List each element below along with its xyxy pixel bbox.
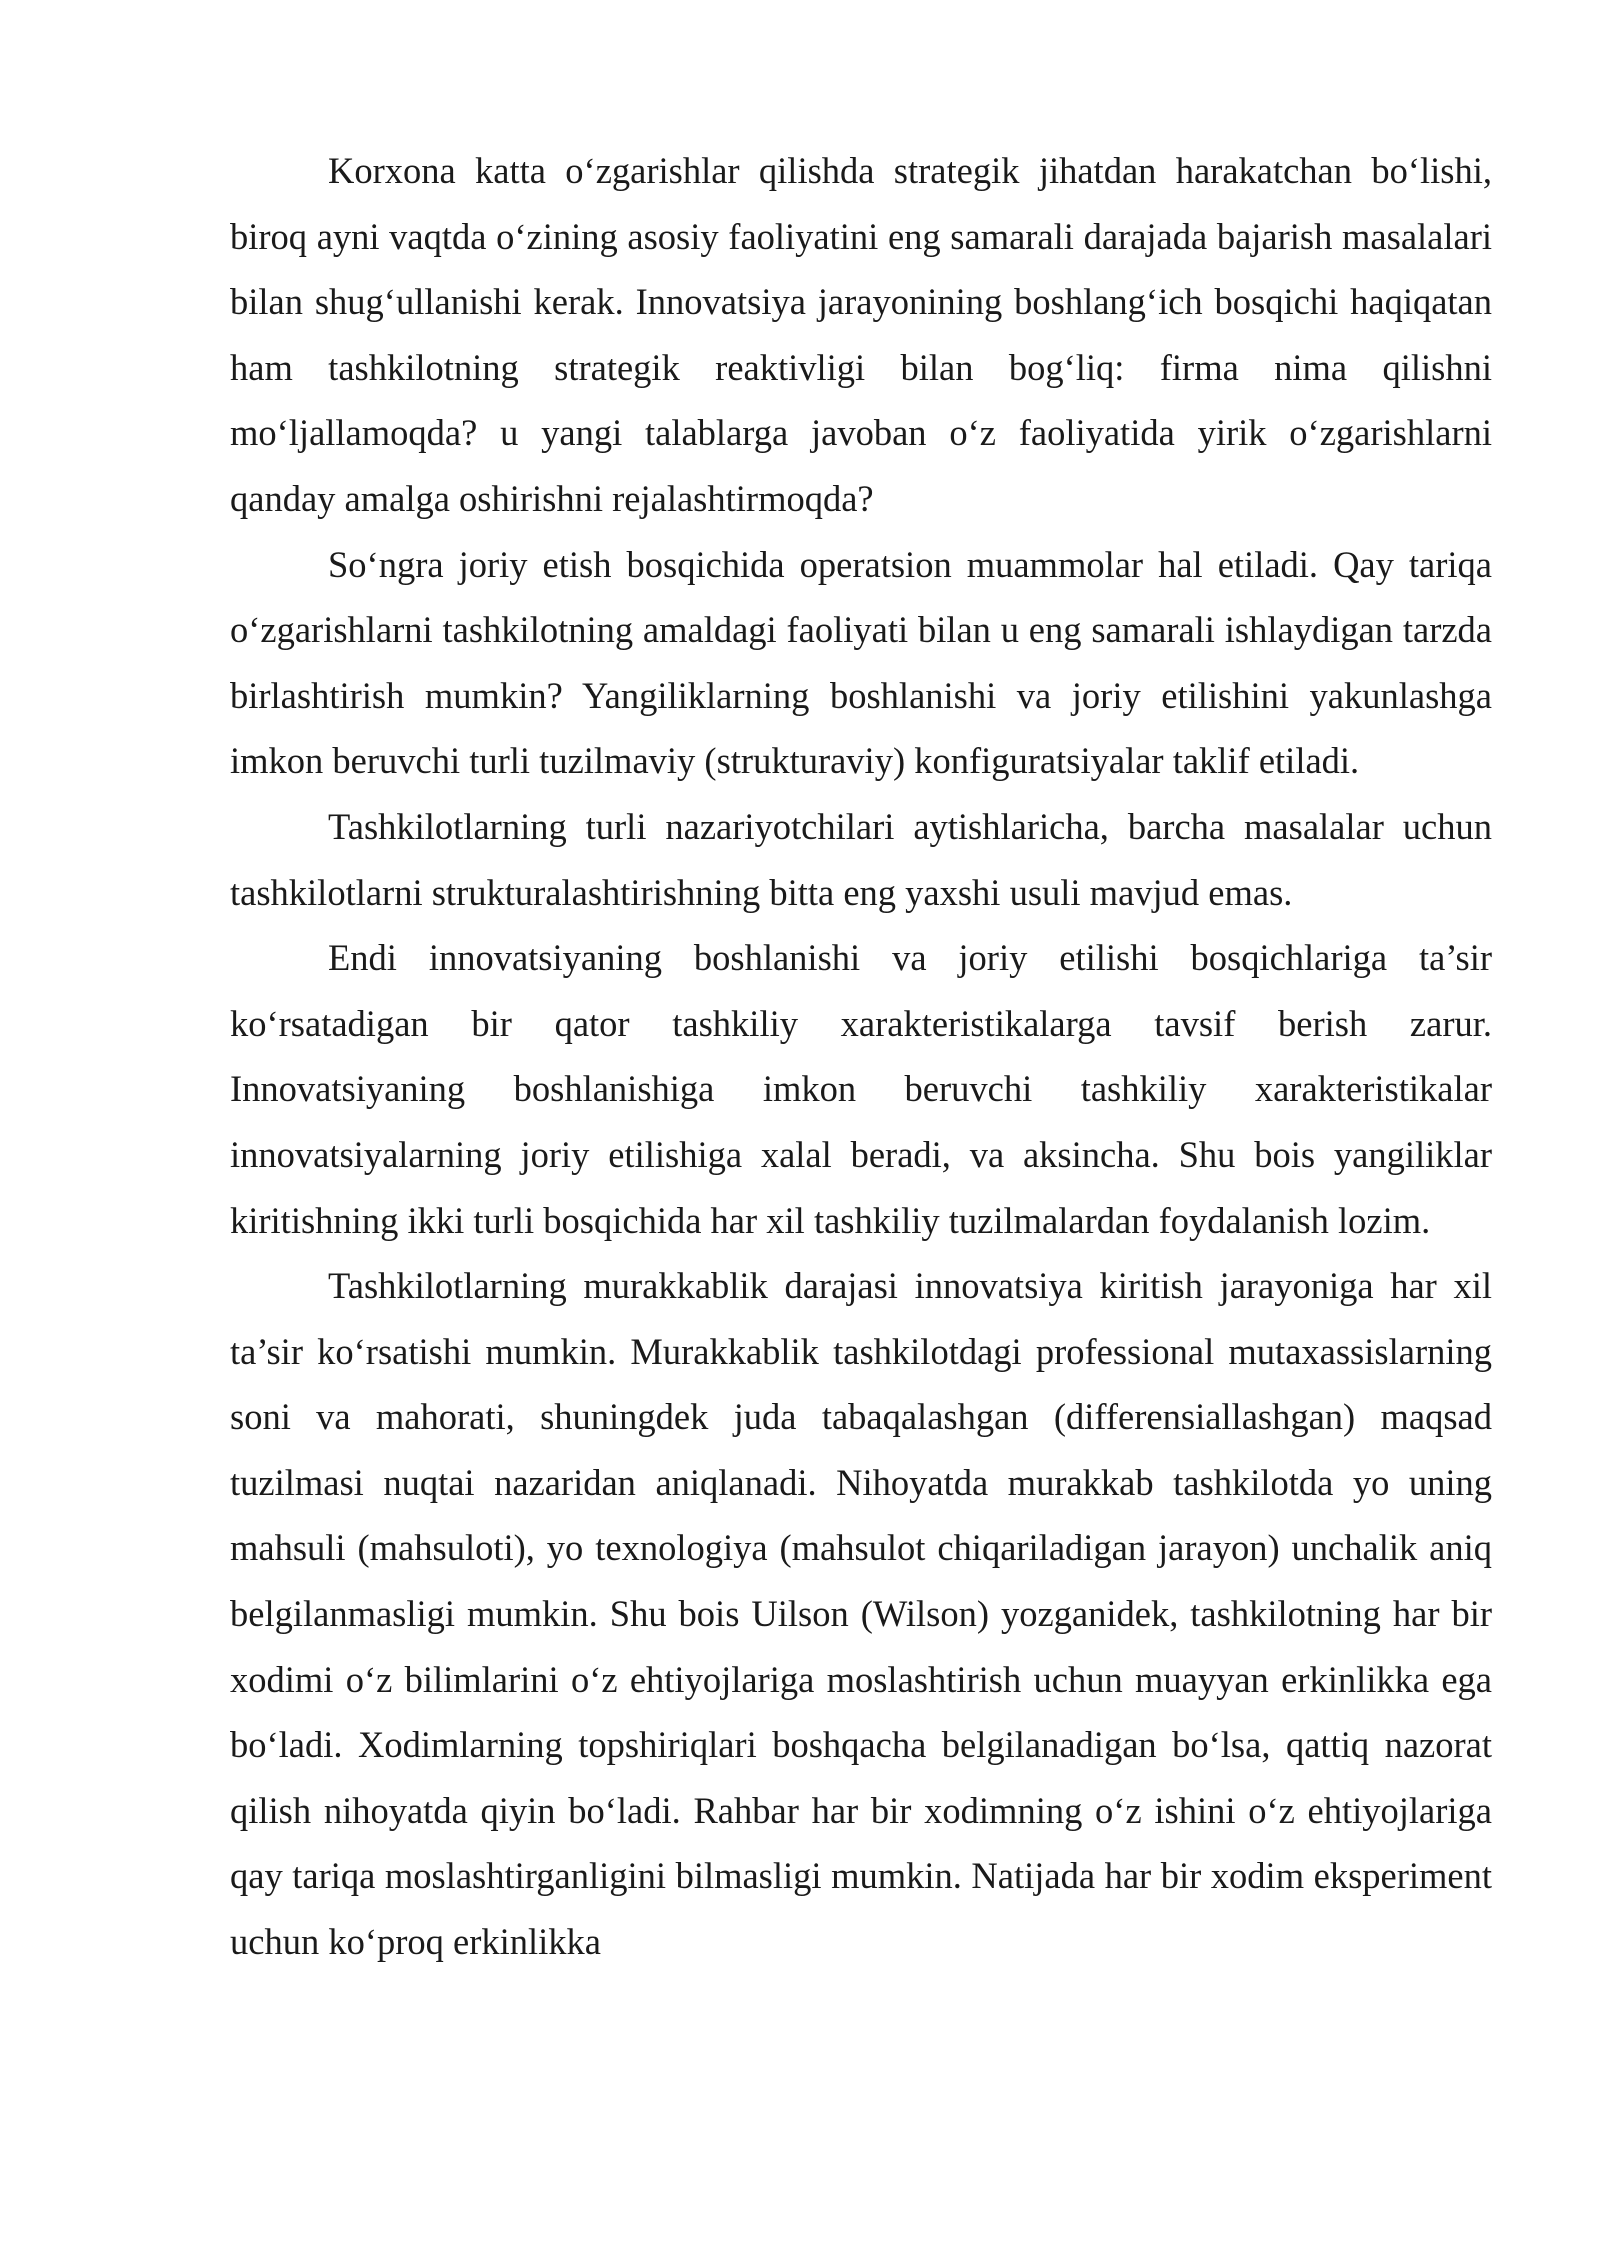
paragraph-2: So‘ngra joriy etish bosqichida operatsion muammolar hal etiladi. Qay tariqa o‘zgarishlarni tashkilotning amaldagi faoliyati bilan u eng samarali ishlaydigan tarzda birlashtirish mumkin? Yangiliklarning boshlanishi va joriy etilishini yakunlashga imkon beruvchi turli tuzilmaviy (strukturaviy) konfiguratsiyalar taklif etiladi. [230, 543, 1492, 782]
paragraph-1: Korxona katta o‘zgarishlar qilishda strategik jihatdan harakatchan bo‘lishi, biroq ayni vaqtda o‘zining asosiy faoliyatini eng samarali darajada bajarish masalalari bilan shug‘ullanishi kerak. Innovatsiya jarayonining boshlang‘ich bosqichi haqiqatan ham tashkilotning strategik reaktivligi bilan bog‘liq: firma nima qilishni mo‘ljallamoqda? u yangi talablarga javoban o‘z faoliyatida yirik o‘zgarishlarni qanday amalga oshirishni rejalashtirmoqda? [230, 150, 1492, 519]
document-page [230, 138, 1492, 1975]
paragraph-4: Endi innovatsiyaning boshlanishi va joriy etilishi bosqichlariga ta’sir ko‘rsatadigan bir qator tashkiliy xarakteristikalarga tavsif berish zarur. Innovatsiyaning boshlanishiga imkon beruvchi tashkiliy xarakteristikalar innovatsiyalarning joriy etilishiga xalal beradi, va aksincha. Shu bois yangiliklar kiritishning ikki turli bosqichida har xil tashkiliy tuzilmalardan foydalanish lozim. [230, 937, 1492, 1241]
paragraph-3: Tashkilotlarning turli nazariyotchilari aytishlaricha, barcha masalalar uchun tashkilotlarni strukturalashtirishning bitta eng yaxshi usuli mavjud emas. [230, 805, 1492, 913]
paragraph-5: Tashkilotlarning murakkablik darajasi innovatsiya kiritish jarayoniga har xil ta’sir ko‘rsatishi mumkin. Murakkablik tashkilotdagi professional mutaxassislarning soni va mahorati, shuningdek juda tabaqalashgan (differensiallashgan) maqsad tuzilmasi nuqtai nazaridan aniqlanadi. Nihoyatda murakkab tashkilotda yo uning mahsuli (mahsuloti), yo texnologiya (mahsulot chiqariladigan jarayon) unchalik aniq belgilanmasligi mumkin. Shu bois Uilson (Wilson) yozganidek, tashkilotning har bir xodimi o‘z bilimlarini o‘z ehtiyojlariga moslashtirish uchun muayyan erkinlikka ega bo‘ladi. Xodimlarning topshiriqlari boshqacha belgilanadigan bo‘lsa, qattiq nazorat qilish nihoyatda qiyin bo‘ladi. Rahbar har bir xodimning o‘z ishini o‘z ehtiyojlariga qay tariqa moslashtirganligini bilmasligi mumkin. Natijada har bir xodim eksperiment uchun ko‘proq erkinlikka [230, 1265, 1492, 1963]
